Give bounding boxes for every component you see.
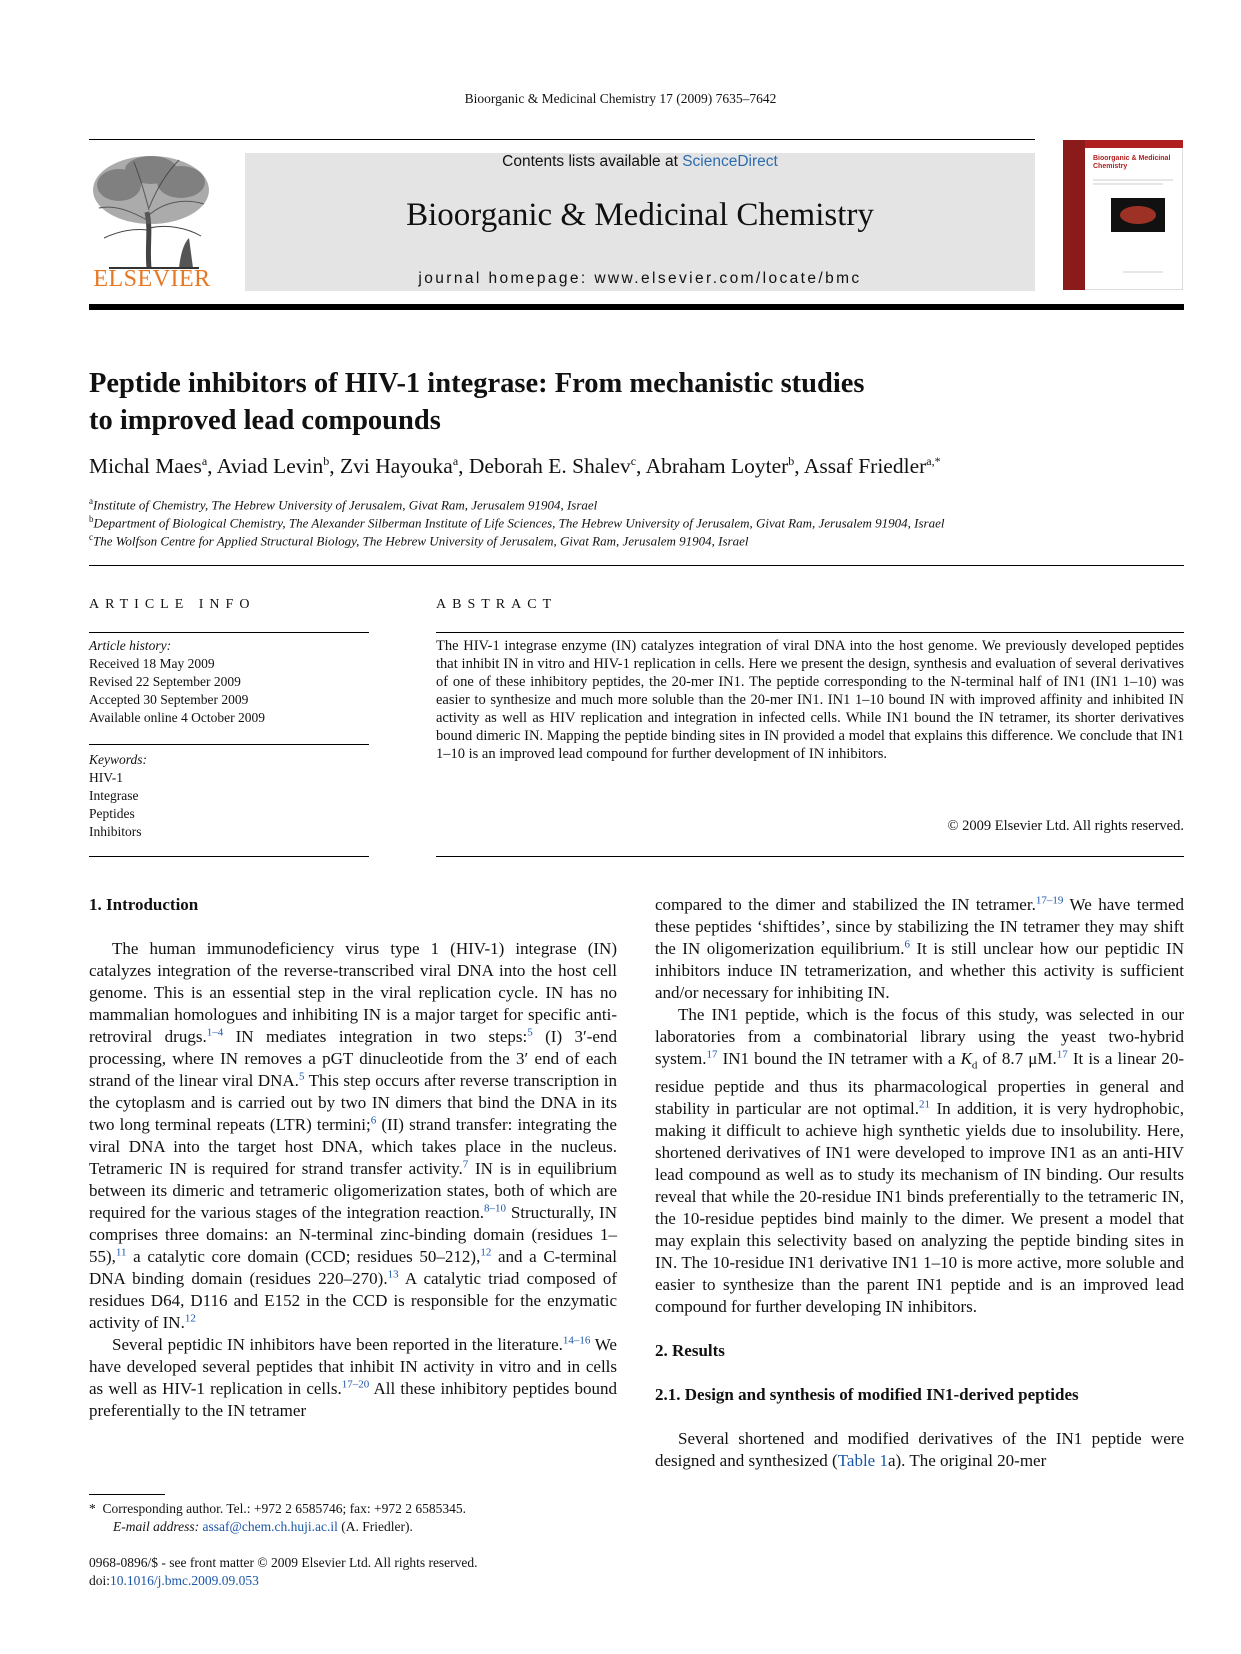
article-info-heading: ARTICLE INFO (89, 597, 256, 612)
author[interactable]: Aviad Levin (216, 454, 324, 479)
issn-doi-block (89, 1554, 689, 1590)
affiliation-text: Institute of Chemistry, The Hebrew University of Jerusalem, Givat Ram, Jerusalem 91904, Israel (93, 497, 598, 513)
right-column (655, 894, 1184, 1472)
reference-link[interactable]: 12 (184, 1312, 196, 1325)
intro-paragraph-4: The IN1 peptide, which is the focus of this study, was selected in our laboratories from a combinatorial library using the yeast two-hybrid system.$^{17}$ IN1 bound the IN tetramer with a $K_d$ of 8.7 μM.$^{17}$ It is a linear 20-residue peptide and thus its pharmacological properties in general and stability in particular are not optimal.$^{21}$ In addition, it is very hydrophobic, making it difficult to achieve high synthetic yields due to insolubility. Here, shortened derivatives of IN1 were developed to improve IN1 as an anti-HIV lead compound as well as to study its mechanism of IN binding. Our results reveal that while the 20-residue IN1 binds preferentially to the tetrameric IN, the 10-residue peptides bind mainly to the dimer. We present a model that may explain this selectivity based on analyzing the peptide binding sites in IN. The 10-residue IN1 derivative IN1 1–10 is more active, more soluble and easier to synthesize than the parent IN1 peptide and is an improved lead compound for further developing IN inhibitors. (655, 1005, 1184, 1317)
keyword[interactable]: Peptides (89, 806, 135, 821)
abstract-heading: ABSTRACT (436, 597, 558, 612)
affiliation-mark: b (89, 514, 94, 524)
author-affiliation-mark: a (201, 454, 208, 468)
affiliation-text: Department of Biological Chemistry, The Alexander Silberman Institute of Life Sciences, The Hebrew University of Jerusalem, Givat Ram, Jerusalem 91904, Israel (93, 515, 945, 531)
author-affiliation-mark: b (323, 454, 330, 468)
journal-citation: Bioorganic & Medicinal Chemistry 17 (2009) 7635–7642 (464, 91, 777, 106)
reference-link[interactable]: 6 (904, 938, 910, 951)
author[interactable]: Zvi Hayouka (339, 454, 453, 479)
history-received: Received 18 May 2009 (89, 656, 215, 671)
article-title (89, 365, 1139, 439)
reference-link[interactable]: 17–19 (1035, 894, 1064, 907)
history-revised: Revised 22 September 2009 (89, 674, 241, 689)
reference-link[interactable]: 5 (298, 1070, 305, 1083)
history-label: Article history: (89, 638, 172, 653)
reference-link[interactable]: 17 (706, 1048, 718, 1061)
intro-paragraph-1: The human immunodeficiency virus type 1 (HIV-1) integrase (IN) catalyzes integration of the reverse-transcribed viral DNA into the host cell genome. This is an essential step in the viral replication cycle. IN has no mammalian homologues and inhibiting IN is a major target for specific anti-retroviral drugs.$^{1-4}$ IN mediates integration in two steps:$^5$ (I) 3′-end processing, where IN removes a pGT dinucleotide from the 3′ end of each strand of the linear viral DNA.$^5$ This step occurs after reverse transcription in the cytoplasm and is carried out by two IN dimers that bind the DNA in its two long terminal repeats (LTR) termini;$^6$ (II) strand transfer: integrating the viral DNA into the target host DNA, which takes place in the nucleus. Tetrameric IN is required for strand transfer activity.$^7$ IN is in equilibrium between its dimeric and tetrameric oligomerization states, both of which are required for the various stages of the integration reaction.$^{8-10}$ Structurally, IN comprises three domains: an N-terminal zinc-binding domain (residues 1–55),$^{11}$ a catalytic core domain (CCD; residues 50–212),$^{12}$ and a C-terminal DNA binding domain (residues 220–270).$^{13}$ A catalytic triad composed of residues D64, D116 and E152 in the CCD is responsible for the enzymatic activity of IN.$^{12}$ (89, 939, 618, 1332)
affiliation-b (89, 514, 1184, 531)
history-online: Available online 4 October 2009 (89, 710, 265, 725)
author[interactable]: Michal Maes (89, 454, 202, 479)
affiliation-mark: c (89, 532, 93, 542)
doi-line (89, 1572, 689, 1590)
doi-link[interactable]: 10.1016/j.bmc.2009.09.053 (110, 1573, 259, 1588)
keyword[interactable]: Integrase (89, 788, 139, 803)
header-thick-rule (89, 304, 1184, 310)
subsection-heading-design: 2.1. Design and synthesis of modified IN1-derived peptides (655, 1385, 1079, 1405)
author-affiliation-mark: a,* (926, 454, 941, 468)
reference-link[interactable]: 1–4 (206, 1026, 224, 1039)
journal-name: Bioorganic & Medicinal Chemistry (406, 197, 874, 233)
email-suffix: (A. Friedler). (337, 1519, 413, 1534)
author-affiliation-mark: a (452, 454, 459, 468)
left-column (89, 894, 617, 1422)
svg-text:Bioorganic & Medicinal: Bioorganic & Medicinal (1093, 155, 1171, 162)
corresponding-author-text: Corresponding author. Tel.: +972 2 6585746; fax: +972 2 6585345. (102, 1501, 467, 1516)
keywords-block (89, 751, 369, 841)
footnote-rule (89, 1494, 165, 1495)
reference-link[interactable]: 17–20 (341, 1378, 370, 1391)
reference-link[interactable]: 21 (919, 1098, 931, 1111)
reference-link[interactable]: 11 (115, 1246, 127, 1259)
article-info-rule (89, 632, 369, 633)
abstract-copyright: © 2009 Elsevier Ltd. All rights reserved. (947, 818, 1184, 834)
email-link[interactable]: assaf@chem.ch.huji.ac.il (202, 1519, 338, 1534)
abstract-bottom-rule (436, 856, 1184, 857)
header-rule (89, 139, 1035, 140)
affiliation-c (89, 532, 1184, 549)
journal-cover-image (1063, 140, 1183, 290)
intro-paragraph-2: Several peptidic IN inhibitors have been reported in the literature.$^{14-16}$ We have developed several peptides that inhibit IN activity in vitro and in cells as well as HIV-1 replication in cells.$^{17-20}$ All these inhibitory peptides bound preferentially to the IN tetramer (89, 1334, 617, 1420)
author[interactable]: Abraham Loyter (645, 454, 789, 479)
reference-link[interactable]: 12 (480, 1246, 492, 1259)
sciencedirect-link[interactable]: ScienceDirect (682, 153, 778, 170)
contents-prefix: Contents lists available at (502, 153, 683, 170)
affiliation-text: The Wolfson Centre for Applied Structural Biology, The Hebrew University of Jerusalem, Givat Ram, Jerusalem 91904, Israel (93, 533, 749, 549)
corresponding-footnote (89, 1500, 649, 1536)
reference-link[interactable]: 13 (387, 1268, 399, 1281)
reference-link[interactable]: 17 (1056, 1048, 1068, 1061)
abstract-text: The HIV-1 integrase enzyme (IN) catalyzes integration of viral DNA into the host genome. We previously developed peptides that inhibit IN in vitro and HIV-1 replication in cells. Here we present the design, synthesis and evaluation of several derivatives of one of these inhibitory peptides, the 20-mer IN1. The peptide corresponding to the N-terminal half of IN1 (IN1 1–10) was easier to synthesize and much more soluble than the 20-mer IN1. IN1 1–10 bound IN with improved affinity and inhibited IN activity as well as HIV replication and integration in infected cells. While IN1 bound the IN tetramer, its shorter derivatives bound dimeric IN. Mapping the peptide binding sites in IN provided a model that explains this difference. We conclude that IN1 1–10 is an improved lead compound for further development of IN inhibitors. (436, 638, 1184, 762)
title-line-2: to improved lead compounds (89, 405, 441, 436)
affiliation-mark: a (89, 496, 93, 506)
title-line-1: Peptide inhibitors of HIV-1 integrase: From mechanistic studies (89, 368, 865, 399)
author[interactable]: Deborah E. Shalev (468, 454, 631, 479)
table-1-link[interactable]: Table 1 (837, 1451, 888, 1471)
reference-link[interactable]: 8–10 (484, 1202, 506, 1215)
author-list: Michal Maes$^a$, Aviad Levin$^b$, Zvi Hayouka$^a$, Deborah E. Shalev$^c$, Abraham Loyter$^b$, Assaf Friedler$^{a,*}$ (89, 454, 941, 479)
section-heading-introduction: 1. Introduction (89, 895, 199, 914)
keywords-label: Keywords: (89, 752, 147, 767)
history-accepted: Accepted 30 September 2009 (89, 692, 249, 707)
author-affiliation-mark: c (630, 454, 637, 468)
author[interactable]: Assaf Friedler (803, 454, 927, 479)
reference-link[interactable]: 5 (527, 1026, 533, 1039)
affiliation-rule (89, 565, 1184, 566)
reference-link[interactable]: 7 (462, 1158, 469, 1171)
affiliation-a (89, 496, 1184, 513)
contents-line (245, 153, 1035, 171)
abstract-rule (436, 632, 1184, 633)
article-history (89, 637, 369, 727)
email-label: E-mail address: (113, 1519, 200, 1534)
issn-line: 0968-0896/$ - see front matter © 2009 Elsevier Ltd. All rights reserved. (89, 1555, 478, 1570)
doi-label: doi: (89, 1573, 111, 1588)
keyword[interactable]: Inhibitors (89, 824, 142, 839)
intro-paragraph-3: compared to the dimer and stabilized the IN tetramer.$^{17-19}$ We have termed these peptides ‘shiftides’, since by stabilizing the IN tetramer they may shift the IN oligomerization equilibrium.$^6$ It is still unclear how our peptidic IN inhibitors induce IN tetramerization, and whether this activity is sufficient and/or necessary for inhibiting IN. (655, 894, 1184, 1002)
journal-homepage[interactable]: journal homepage: www.elsevier.com/locate/bmc (418, 270, 862, 287)
elsevier-wordmark: ELSEVIER (93, 266, 211, 292)
footnote-star: * (89, 1501, 96, 1516)
author-affiliation-mark: b (788, 454, 795, 468)
reference-link[interactable]: 14–16 (562, 1334, 591, 1347)
results-paragraph-1: Several shortened and modified derivatives of the IN1 peptide were designed and synthesized (Table 1a). The original 20-mer (655, 1429, 1184, 1471)
svg-text:Chemistry: Chemistry (1093, 163, 1128, 170)
keywords-rule (89, 744, 369, 745)
keyword[interactable]: HIV-1 (89, 770, 124, 785)
article-info-bottom-rule (89, 856, 369, 857)
section-heading-results: 2. Results (655, 1341, 725, 1361)
reference-link[interactable]: 6 (370, 1114, 377, 1127)
